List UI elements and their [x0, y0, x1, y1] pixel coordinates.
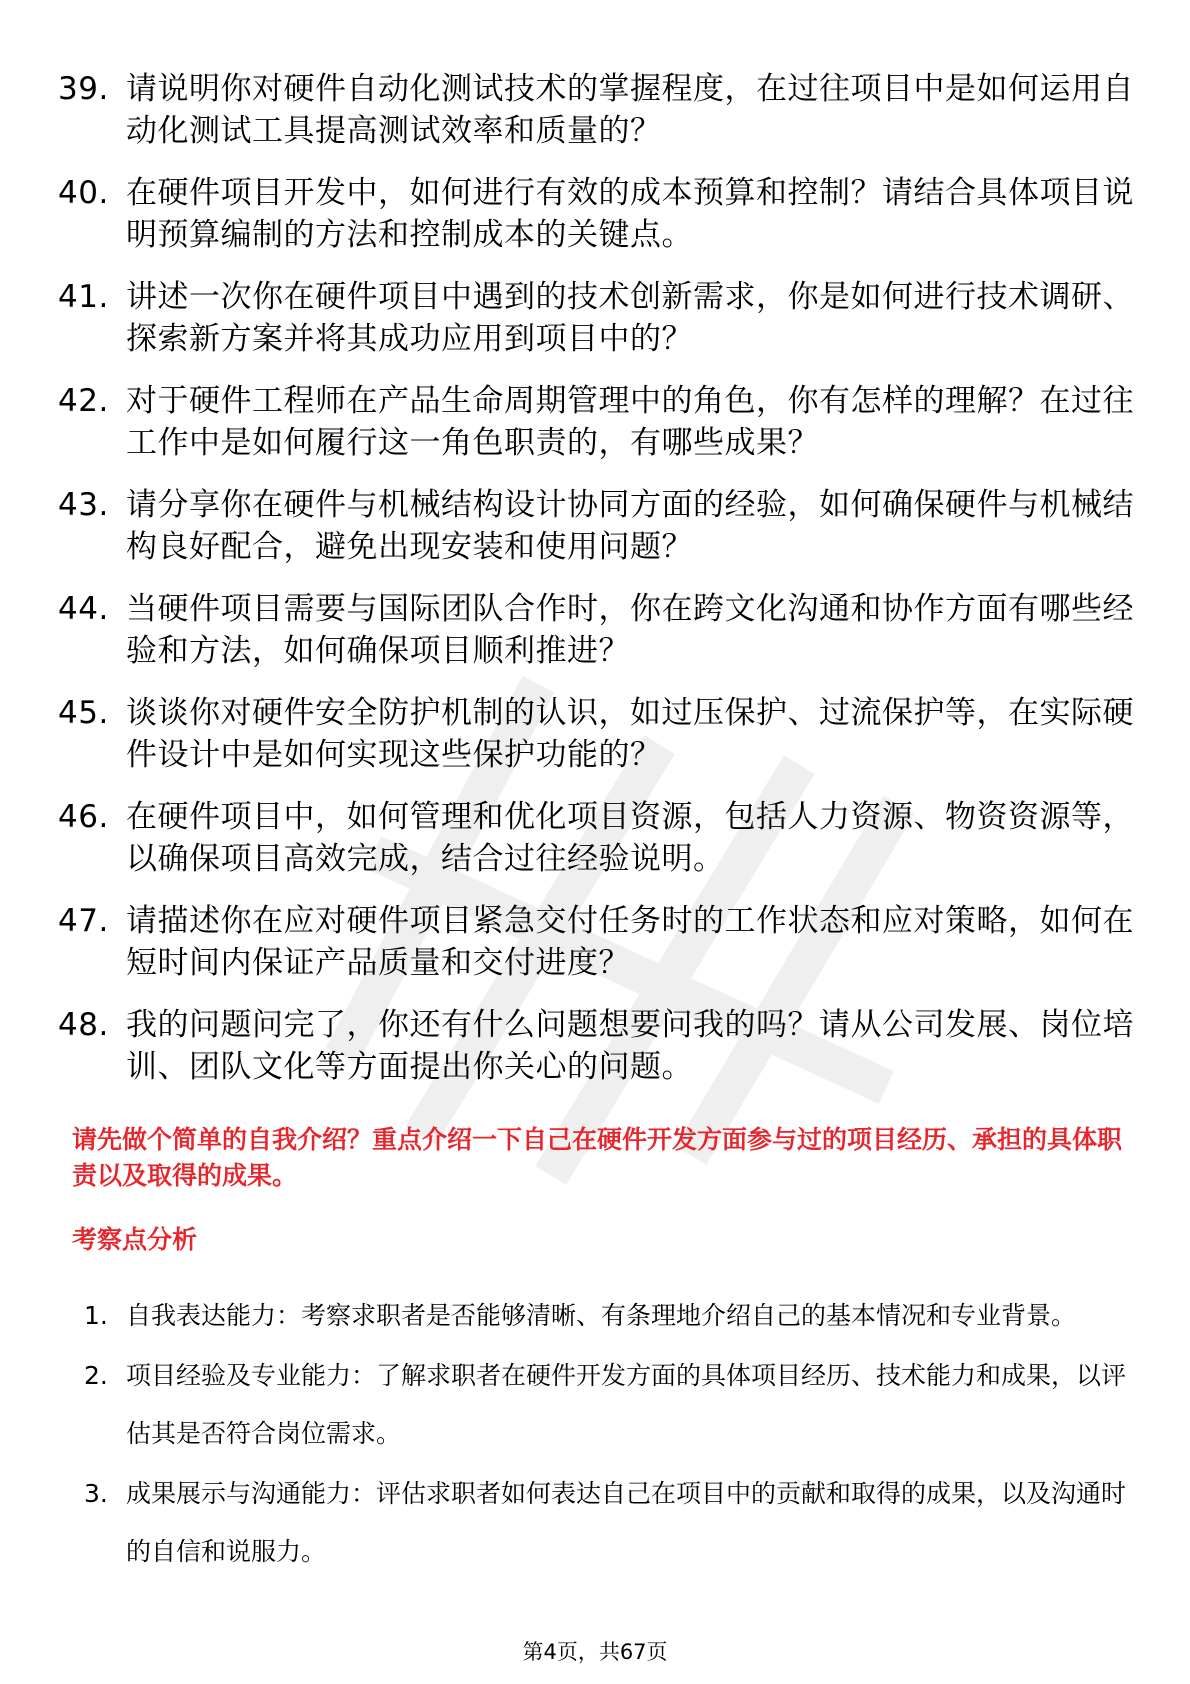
question-text: 对于硬件工程师在产品生命周期管理中的角色，你有怎样的理解？在过往工作中是如何履行这一角色职责的，有哪些成果？: [126, 383, 1134, 461]
question-item: [58, 692, 1138, 776]
question-number: 42.: [58, 383, 109, 419]
question-item: [58, 484, 1138, 568]
question-number: 46.: [58, 799, 109, 835]
question-number: 40.: [58, 175, 109, 211]
question-number: 43.: [58, 487, 109, 523]
analysis-number: 2.: [84, 1361, 108, 1390]
question-text: 请说明你对硬件自动化测试技术的掌握程度，在过往项目中是如何运用自动化测试工具提高测试效率和质量的？: [126, 71, 1134, 149]
question-item: [58, 172, 1138, 256]
analysis-text: 成果展示与沟通能力：评估求职者如何表达自己在项目中的贡献和取得的成果，以及沟通时的自信和说服力。: [126, 1479, 1127, 1566]
question-text: 在硬件项目中，如何管理和优化项目资源，包括人力资源、物资资源等，以确保项目高效完成，结合过往经验说明。: [126, 799, 1134, 877]
question-item: [58, 588, 1138, 672]
question-text: 讲述一次你在硬件项目中遇到的技术创新需求，你是如何进行技术调研、探索新方案并将其成功应用到项目中的？: [126, 279, 1134, 357]
question-text: 请分享你在硬件与机械结构设计协同方面的经验，如何确保硬件与机械结构良好配合，避免出现安装和使用问题？: [126, 487, 1134, 565]
question-text: 在硬件项目开发中，如何进行有效的成本预算和控制？请结合具体项目说明预算编制的方法和控制成本的关键点。: [126, 175, 1134, 253]
question-item: [58, 796, 1138, 880]
question-text: 请描述你在应对硬件项目紧急交付任务时的工作状态和应对策略，如何在短时间内保证产品质量和交付进度？: [126, 903, 1134, 981]
question-number: 44.: [58, 591, 109, 627]
question-text: 当硬件项目需要与国际团队合作时，你在跨文化沟通和协作方面有哪些经验和方法，如何确保项目顺利推进？: [126, 591, 1134, 669]
question-text: 谈谈你对硬件安全防护机制的认识，如过压保护、过流保护等，在实际硬件设计中是如何实现这些保护功能的？: [126, 695, 1134, 773]
highlight-question: 请先做个简单的自我介绍？重点介绍一下自己在硬件开发方面参与过的项目经历、承担的具体职责以及取得的成果。: [72, 1125, 1123, 1190]
question-item: [58, 380, 1138, 464]
page-footer: 第4页，共67页: [522, 1640, 668, 1664]
question-item: [58, 1004, 1138, 1088]
question-number: 41.: [58, 279, 109, 315]
analysis-item: [84, 1347, 1134, 1463]
analysis-number: 3.: [84, 1479, 108, 1508]
question-text: 我的问题问完了，你还有什么问题想要问我的吗？请从公司发展、岗位培训、团队文化等方面提出你关心的问题。: [126, 1007, 1134, 1085]
question-number: 45.: [58, 695, 109, 731]
analysis-list: [84, 1287, 1134, 1583]
question-list: [58, 68, 1138, 1108]
analysis-text: 项目经验及专业能力：了解求职者在硬件开发方面的具体项目经历、技术能力和成果，以评估其是否符合岗位需求。: [126, 1361, 1127, 1448]
analysis-item: [84, 1287, 1134, 1345]
question-number: 39.: [58, 71, 109, 107]
analysis-number: 1.: [84, 1301, 108, 1330]
question-number: 48.: [58, 1007, 109, 1043]
analysis-title: 考察点分析: [72, 1225, 198, 1254]
question-item: [58, 68, 1138, 152]
analysis-item: [84, 1465, 1134, 1581]
question-number: 47.: [58, 903, 109, 939]
question-item: [58, 276, 1138, 360]
analysis-text: 自我表达能力：考察求职者是否能够清晰、有条理地介绍自己的基本情况和专业背景。: [126, 1301, 1077, 1330]
question-item: [58, 900, 1138, 984]
